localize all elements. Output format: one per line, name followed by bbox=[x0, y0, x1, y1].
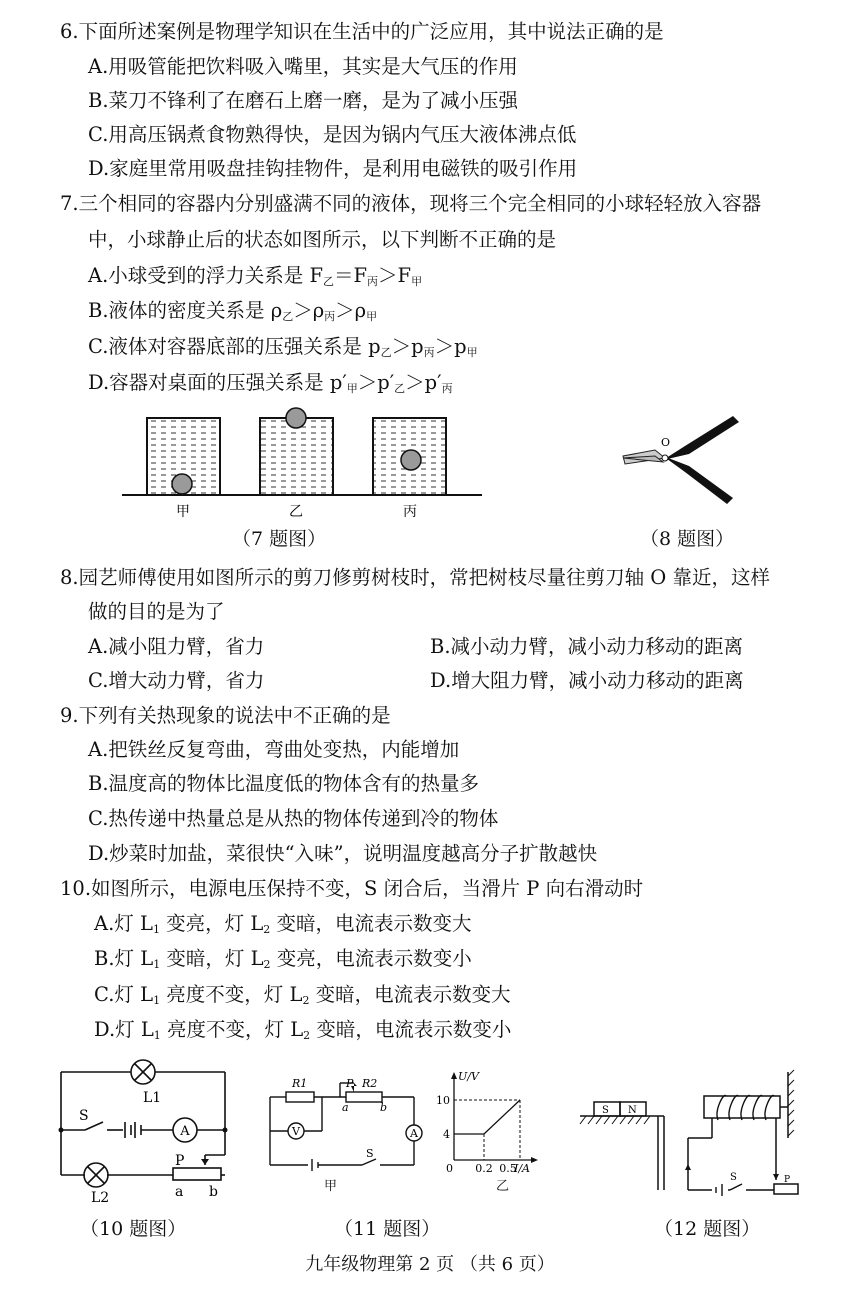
magnet-n-label: N bbox=[628, 1105, 637, 1116]
lamp-l1-label: L1 bbox=[143, 1090, 162, 1106]
container-jia bbox=[147, 418, 220, 495]
magnet-s-label: S bbox=[602, 1105, 609, 1116]
page-footer: 九年级物理第 2 页 （共 6 页） bbox=[305, 1254, 555, 1275]
terminal-b-label: b bbox=[380, 1101, 388, 1114]
q7-stem-line2: 中，小球静止后的状态如图所示，以下判断不正确的是 bbox=[88, 228, 557, 251]
q6-option-d: D.家庭里常用吸盘挂钩挂物件，是利用电磁铁的吸引作用 bbox=[88, 157, 578, 180]
voltmeter-label: V bbox=[292, 1125, 300, 1138]
q6-stem: 6.下面所述案例是物理学知识在生活中的广泛应用，其中说法正确的是 bbox=[60, 20, 664, 43]
fig10-caption: （10 题图） bbox=[80, 1218, 187, 1240]
label-jia: 甲 bbox=[176, 504, 190, 520]
fig11-circuit bbox=[262, 1075, 432, 1175]
xtick-0.5: 0.5 bbox=[499, 1162, 517, 1175]
ytick-4: 4 bbox=[443, 1128, 450, 1141]
fig12-electromagnet bbox=[578, 1068, 803, 1208]
xtick-0.2: 0.2 bbox=[475, 1162, 493, 1175]
graph-xlabel: I/A bbox=[514, 1162, 530, 1175]
q9-option-d: D.炒菜时加盐，菜很快“入味”，说明温度越高分子扩散越快 bbox=[88, 842, 598, 865]
q10-option-b: B.灯 $L_1$ 变暗，灯 $L_2$ 变亮，电流表示数变小 bbox=[94, 947, 472, 971]
switch-s-label: S bbox=[79, 1108, 89, 1124]
q8-stem-line2: 做的目的是为了 bbox=[88, 600, 225, 623]
fig11-yi-label: 乙 bbox=[496, 1179, 510, 1194]
fig10-circuit bbox=[55, 1060, 245, 1210]
q8-option-c: C.增大动力臂，省力 bbox=[88, 669, 265, 692]
ytick-10: 10 bbox=[436, 1094, 450, 1107]
q7-stem-line1: 7.三个相同的容器内分别盛满不同的液体，现将三个完全相同的小球轻轻放入容器 bbox=[60, 192, 762, 215]
q10-option-a: A.灯 $L_1$ 变亮，灯 $L_2$ 变暗，电流表示数变大 bbox=[94, 912, 472, 936]
r1-label: R1 bbox=[292, 1077, 308, 1090]
q7-option-a: A.小球受到的浮力关系是 $F_乙=F_丙>F_甲$ bbox=[88, 264, 423, 288]
q10-option-c: C.灯 $L_1$ 亮度不变，灯 $L_2$ 变暗，电流表示数变大 bbox=[94, 983, 511, 1007]
q10-option-d: D.灯 $L_1$ 亮度不变，灯 $L_2$ 变暗，电流表示数变小 bbox=[94, 1018, 512, 1042]
q7-option-d: D.容器对桌面的压强关系是 $p'_甲>p'_乙>p'_丙$ bbox=[88, 371, 453, 395]
xtick-0: 0 bbox=[446, 1162, 453, 1175]
container-bing bbox=[373, 418, 446, 495]
q9-option-b: B.温度高的物体比温度低的物体含有的热量多 bbox=[88, 772, 480, 795]
slider-p-label: P bbox=[175, 1153, 185, 1169]
q9-option-c: C.热传递中热量总是从热的物体传递到冷的物体 bbox=[88, 807, 499, 830]
q7-option-b: B.液体的密度关系是 $\rho_乙>\rho_丙>\rho_甲$ bbox=[88, 299, 378, 323]
fig11-caption: （11 题图） bbox=[334, 1218, 441, 1240]
q8-option-b: B.减小动力臂，减小动力移动的距离 bbox=[430, 635, 744, 658]
graph-ylabel: U/V bbox=[458, 1070, 479, 1083]
q6-option-b: B.菜刀不锋利了在磨石上磨一磨，是为了减小压强 bbox=[88, 89, 519, 112]
switch-s-label: S bbox=[366, 1147, 374, 1160]
fig8-shears bbox=[615, 408, 745, 508]
q8-option-a: A.减小阻力臂，省力 bbox=[88, 635, 265, 658]
q10-stem: 10.如图所示，电源电压保持不变，S 闭合后，当滑片 P 向右滑动时 bbox=[60, 877, 644, 900]
q7-option-c: C.液体对容器底部的压强关系是 $p_乙>p_丙>p_甲$ bbox=[88, 335, 478, 359]
q9-option-a: A.把铁丝反复弯曲，弯曲处变热，内能增加 bbox=[88, 738, 460, 761]
pivot-o: O bbox=[661, 436, 671, 449]
q8-option-d: D.增大阻力臂，减小动力移动的距离 bbox=[430, 669, 744, 692]
fig7-caption: （7 题图） bbox=[232, 528, 327, 550]
q8-stem-line1: 8.园艺师傅使用如图所示的剪刀修剪树枝时，常把树枝尽量往剪刀轴 O 靠近，这样 bbox=[60, 566, 770, 589]
ammeter-label: A bbox=[410, 1127, 418, 1140]
r2-label: R2 bbox=[362, 1077, 378, 1090]
fig11-jia-label: 甲 bbox=[324, 1179, 338, 1194]
container-yi bbox=[260, 408, 333, 495]
q6-option-a: A.用吸管能把饮料吸入嘴里，其实是大气压的作用 bbox=[88, 55, 518, 78]
fig12-caption: （12 题图） bbox=[654, 1218, 761, 1240]
lamp-l2-label: L2 bbox=[91, 1190, 110, 1206]
label-yi: 乙 bbox=[289, 504, 303, 520]
slider-p-label: P bbox=[346, 1077, 354, 1090]
q9-stem: 9.下列有关热现象的说法中不正确的是 bbox=[60, 704, 391, 727]
fig7-containers bbox=[120, 400, 490, 520]
fig8-caption: （8 题图） bbox=[640, 528, 735, 550]
ammeter-label: A bbox=[180, 1124, 190, 1139]
terminal-b-label: b bbox=[209, 1184, 218, 1200]
terminal-a-label: a bbox=[175, 1184, 184, 1200]
label-bing: 丙 bbox=[403, 504, 417, 520]
slider-p-label: P bbox=[784, 1175, 791, 1185]
q6-option-c: C.用高压锅煮食物熟得快，是因为锅内气压大液体沸点低 bbox=[88, 123, 577, 146]
terminal-a-label: a bbox=[342, 1101, 349, 1114]
fig11-graph bbox=[432, 1068, 542, 1173]
switch-s-label: S bbox=[730, 1172, 737, 1183]
